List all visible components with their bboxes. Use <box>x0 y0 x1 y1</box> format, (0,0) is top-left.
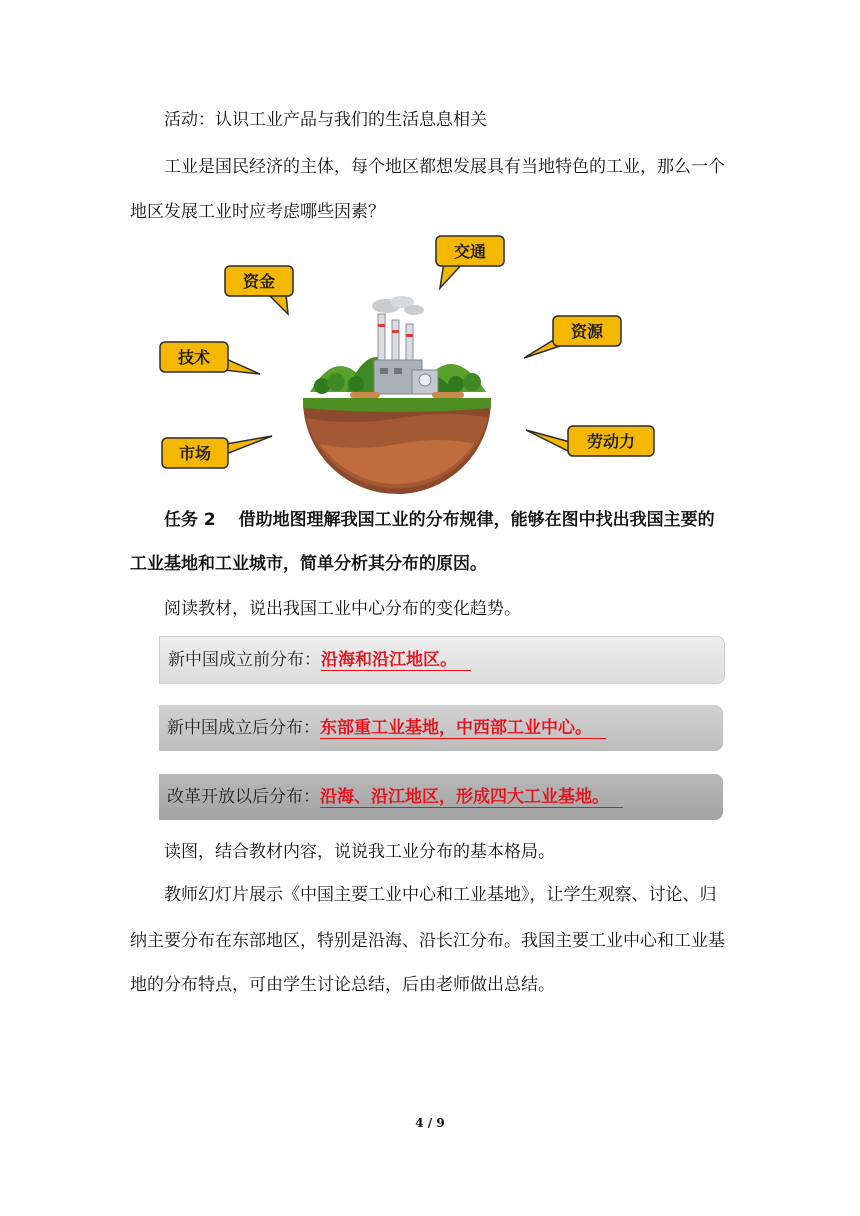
distribution-label: 新中国成立后分布： <box>167 718 320 738</box>
traffic-label: 交通 <box>453 242 487 261</box>
teacher-line-3: 地的分布特点，可由学生讨论总结，后由老师做出总结。 <box>130 975 555 995</box>
map-prompt: 读图，结合教材内容，说说我工业分布的基本格局。 <box>164 842 555 862</box>
intro-line-1: 工业是国民经济的主体，每个地区都想发展具有当地特色的工业，那么一个 <box>164 157 725 177</box>
market-label: 市场 <box>178 444 212 463</box>
capital-bubble-tail <box>268 294 288 314</box>
reading-prompt: 阅读教材，说出我国工业中心分布的变化趋势。 <box>164 599 521 619</box>
page-number: 4 / 9 <box>415 1116 445 1130</box>
capital-label: 资金 <box>242 272 276 291</box>
technology-bubble-tail <box>224 358 260 374</box>
distribution-answer: 东部重工业基地，中西部工业中心。 <box>320 718 606 739</box>
task2-line-2: 工业基地和工业城市，简单分析其分布的原因。 <box>130 554 487 574</box>
industry-factors-diagram <box>150 232 680 494</box>
teacher-line-2: 纳主要分布在东部地区，特别是沿海、沿长江分布。我国主要工业中心和工业基 <box>130 931 725 951</box>
distribution-label: 改革开放以后分布： <box>167 787 320 807</box>
technology-label: 技术 <box>177 348 211 367</box>
distribution-before-1949 <box>159 636 725 684</box>
distribution-answer: 沿海、沿江地区，形成四大工业基地。 <box>320 787 623 808</box>
factory-earth-icon <box>303 296 491 494</box>
resources-label: 资源 <box>570 322 604 341</box>
distribution-answer: 沿海和沿江地区。 <box>321 650 471 671</box>
labor-bubble-tail <box>526 430 570 452</box>
labor-label: 劳动力 <box>586 432 636 451</box>
distribution-after-1949 <box>159 705 723 751</box>
distribution-label: 新中国成立前分布： <box>168 650 321 670</box>
distribution-after-reform <box>159 774 723 820</box>
teacher-line-1: 教师幻灯片展示《中国主要工业中心和工业基地》，让学生观察、讨论、归 <box>164 885 717 905</box>
market-bubble-tail <box>226 436 272 454</box>
intro-line-2: 地区发展工业时应考虑哪些因素？ <box>130 202 385 222</box>
task2-line-1: 任务 2 借助地图理解我国工业的分布规律，能够在图中找出我国主要的 <box>164 510 715 530</box>
activity-line: 活动：认识工业产品与我们的生活息息相关 <box>164 110 487 130</box>
